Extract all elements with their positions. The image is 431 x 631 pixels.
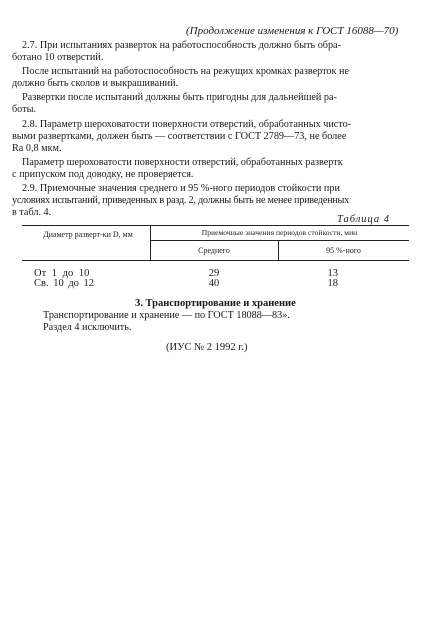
table-cell-mean: 40 (208, 278, 220, 289)
table-header-p95: 95 %-ного (326, 246, 361, 255)
paragraph-line: Параметр шероховатости поверхности отверстий, обработанных развертк (22, 157, 343, 168)
paragraph-line: выми развертками, должен быть — соответствии с ГОСТ 2789—73, не более (12, 131, 347, 142)
table-header-mean: Среднего (198, 246, 230, 255)
table-header-group: Приемочные значения периодов стойкости, мин (201, 228, 358, 237)
section-text: Транспортирование и хранение — по ГОСТ 18088—83». (43, 310, 290, 321)
section-title: 3. Транспортирование и хранение (135, 298, 296, 309)
section-text: Раздел 4 исключить. (43, 322, 132, 333)
document-footer: (ИУС № 2 1992 г.) (166, 342, 248, 353)
paragraph-line: должно быть сколов и выкрашиваний. (12, 78, 179, 89)
paragraph-line: условиях испытаний, приведенных в разд. 2, должны быть не менее приведенных (12, 195, 349, 206)
paragraph-line: После испытаний на работоспособность на режущих кромках разверток не (22, 66, 349, 77)
table-cell-mean: 29 (208, 268, 220, 279)
paragraph-line: 2.7. При испытаниях разверток на работоспособность должно быть обра- (22, 40, 342, 51)
paragraph-line: в табл. 4. (12, 207, 52, 218)
paragraph-line: боты. (12, 104, 36, 115)
table-caption: Таблица 4 (337, 214, 391, 225)
paragraph-line: 2.8. Параметр шероховатости поверхности отверстий, обработанных чисто- (22, 119, 352, 130)
paragraph-line: Ra 0,8 мкм. (12, 143, 62, 154)
table-cell-p95: 18 (327, 278, 338, 289)
table-cell-p95: 13 (327, 268, 338, 279)
paragraph-line: Развертки после испытаний должны быть пригодны для дальнейшей ра- (22, 92, 337, 103)
paragraph-line: ботано 10 отверстий. (12, 52, 104, 63)
document-header: (Продолжение изменения к ГОСТ 16088—70) (186, 25, 399, 37)
table-row-label: От 1 до 10 (34, 268, 90, 279)
table-header-diameter: Диаметр разверт-ки D, мм (43, 230, 133, 239)
paragraph-line: 2.9. Приемочные значения среднего и 95 %-ного периодов стойкости при (22, 183, 340, 194)
table-row-label: Св. 10 до 12 (34, 278, 95, 289)
paragraph-line: с припуском под доводку, не проверяется. (12, 169, 194, 180)
